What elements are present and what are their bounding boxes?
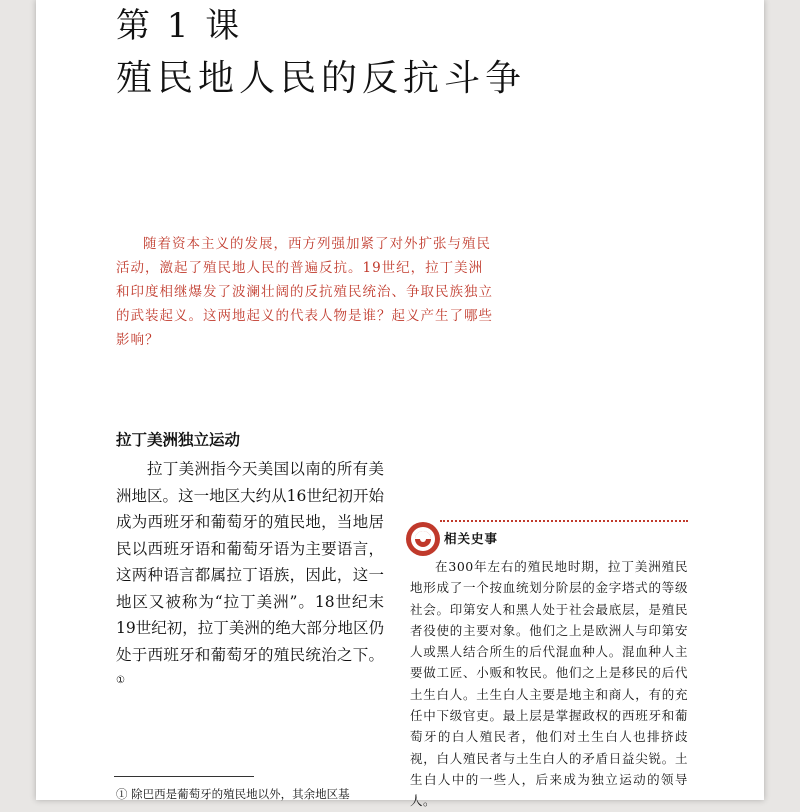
sidebar-paragraph: 在300年左右的殖民地时期，拉丁美洲殖民地形成了一个按血统划分阶层的金字塔式的等级社会。印第安人和黑人处于社会最底层，是殖民者役使的主要对象。他们之上是欧洲人与印第安人或黑人结合所生的后代混血种人。混血种人主要做工匠、小贩和牧民。他们之上是移民的后代土生白人。土生白人主要是地主和商人，有的充任中下级官吏。最上层是掌握政权的西班牙和葡萄牙的白人殖民者，他们对土生白人也排挤歧视，白人殖民者与土生白人的矛盾日益尖锐。土生白人中的一些人，后来成为独立运动的领导人。 xyxy=(410,559,688,809)
footnote-divider xyxy=(114,776,254,777)
footnote-marker: ① xyxy=(116,675,125,686)
footnote-text: ① 除巴西是葡萄牙的殖民地以外，其余地区基 xyxy=(116,787,350,801)
intro-text-block xyxy=(116,232,496,352)
sidebar-text-block xyxy=(410,556,688,812)
sidebar-divider xyxy=(440,520,688,522)
intro-paragraph: 随着资本主义的发展，西方列强加紧了对外扩张与殖民活动，激起了殖民地人民的普遍反抗。19世纪，拉丁美洲和印度相继爆发了波澜壮阔的反抗殖民统治、争取民族独立的武装起义。这两地起义的代表人物是谁？起义产生了哪些影响？ xyxy=(116,236,493,348)
sidebar-heading: 相关史事 xyxy=(444,531,499,546)
lesson-title: 殖民地人民的反抗斗争 xyxy=(116,58,527,99)
body-text-block xyxy=(116,456,384,698)
body-paragraph xyxy=(116,456,384,698)
lesson-number: 第 1 课 xyxy=(116,6,243,46)
body-paragraph-text: 拉丁美洲指今天美国以南的所有美洲地区。这一地区大约从16世纪初开始成为西班牙和葡萄牙的殖民地，当地居民以西班牙语和葡萄牙语为主要语言，这两种语言都属拉丁语族，因此，这一地区又被称为“拉丁美洲”。18世纪末19世纪初，拉丁美洲的绝大部分地区仍处于西班牙和葡萄牙的殖民统治之下。 xyxy=(116,460,384,664)
history-emblem-icon xyxy=(404,520,442,558)
textbook-page xyxy=(36,0,764,809)
section-heading: 拉丁美洲独立运动 xyxy=(116,431,241,449)
